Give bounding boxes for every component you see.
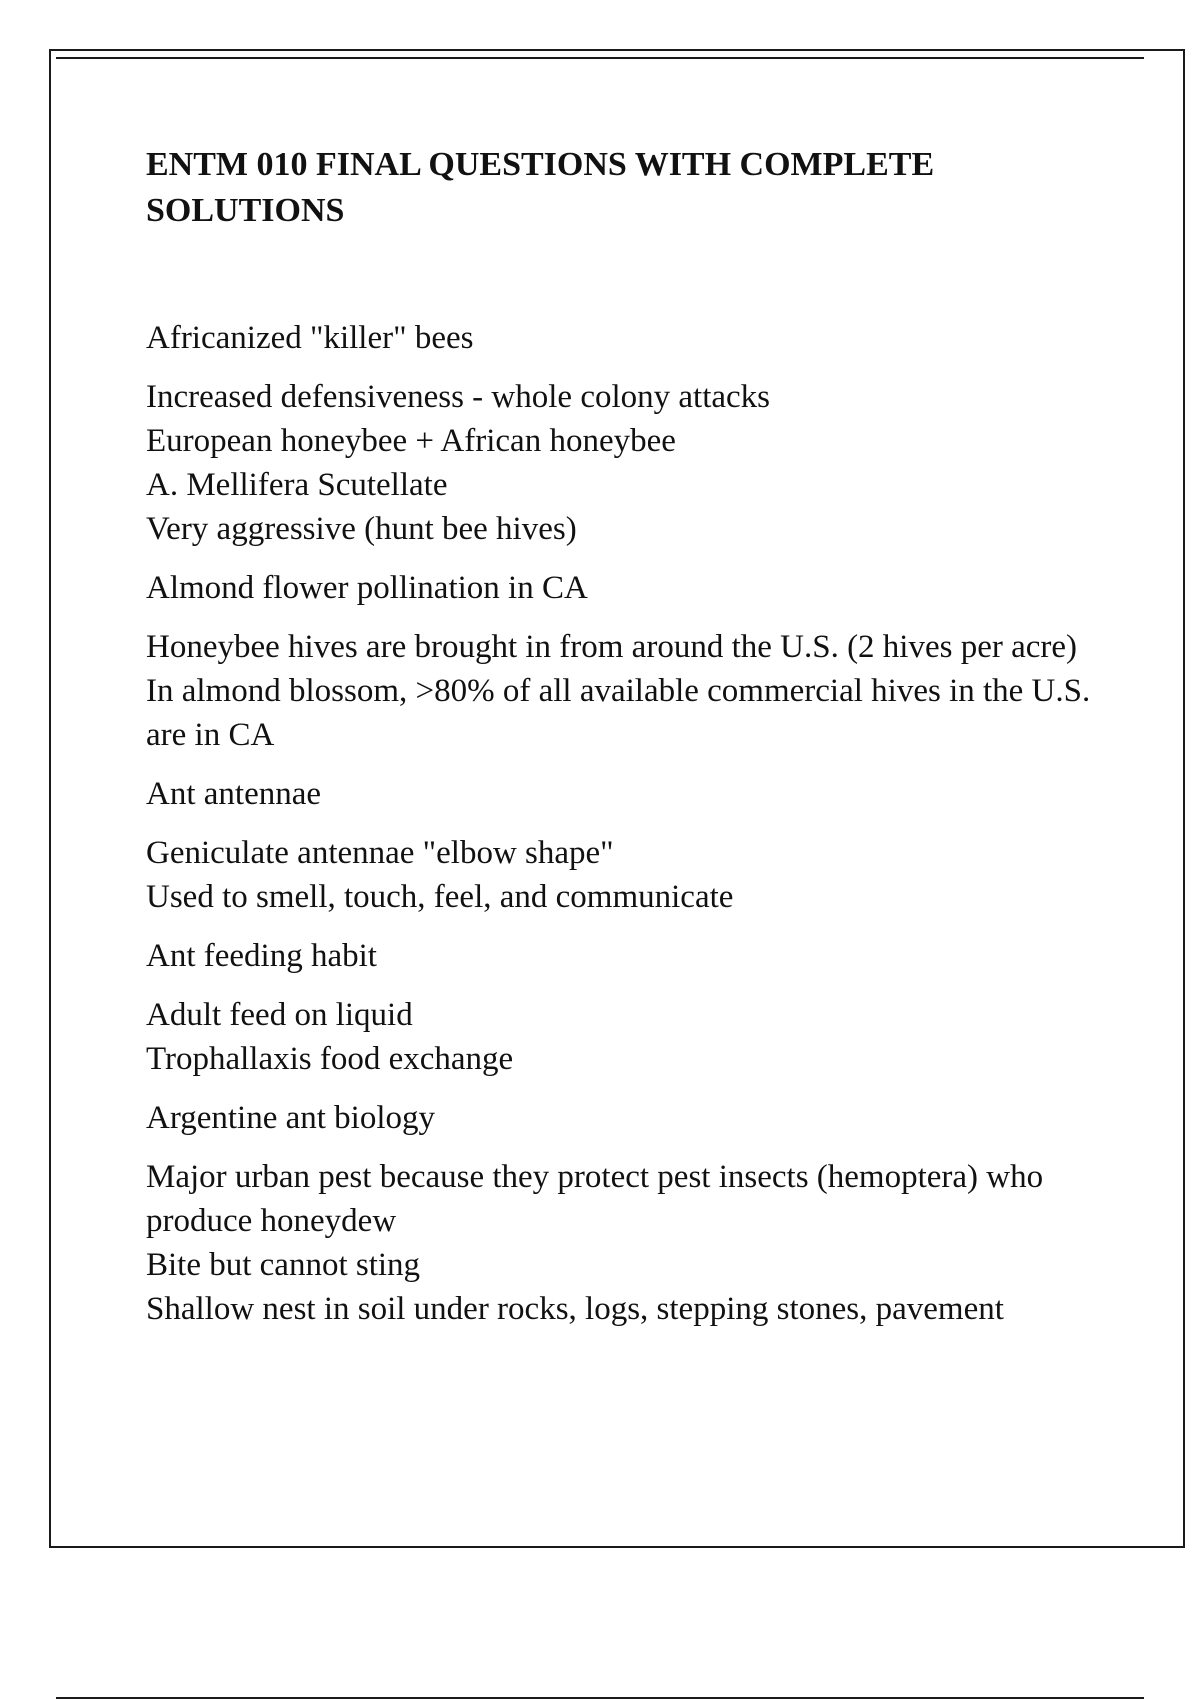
question-term: Africanized "killer" bees (146, 320, 474, 356)
answer-line: Honeybee hives are brought in from around the U.S. (2 hives per acre) (146, 629, 1078, 665)
qa-card (146, 772, 1106, 919)
question-term: Almond flower pollination in CA (146, 570, 588, 606)
answer-block (146, 625, 1106, 757)
answer-line: Major urban pest because they protect pest insects (hemoptera) who produce honeydew (146, 1159, 1044, 1239)
answer-line: Very aggressive (hunt bee hives) (146, 511, 577, 547)
question-term: Ant feeding habit (146, 938, 377, 974)
answer-line: Shallow nest in soil under rocks, logs, stepping stones, pavement (146, 1291, 1004, 1327)
qa-card (146, 934, 1106, 1081)
qa-card (146, 1096, 1106, 1331)
qa-card (146, 316, 1106, 551)
answer-block (146, 831, 1106, 919)
answer-line: European honeybee + African honeybee (146, 423, 676, 459)
bottom-divider (56, 1697, 1144, 1699)
document-title: ENTM 010 FINAL QUESTIONS WITH COMPLETE SOLUTIONS (146, 146, 935, 229)
answer-line: Increased defensiveness - whole colony attacks (146, 379, 771, 415)
answer-block (146, 375, 1106, 551)
question-term: Argentine ant biology (146, 1100, 436, 1136)
question-term: Ant antennae (146, 776, 322, 812)
top-divider (56, 57, 1144, 59)
answer-line: Trophallaxis food exchange (146, 1041, 514, 1077)
answer-line: Geniculate antennae "elbow shape" (146, 835, 614, 871)
answer-line: A. Mellifera Scutellate (146, 467, 448, 503)
answer-line: In almond blossom, >80% of all available commercial hives in the U.S. are in CA (146, 673, 1091, 753)
answer-block (146, 1155, 1106, 1331)
answer-line: Used to smell, touch, feel, and communicate (146, 879, 734, 915)
answer-line: Bite but cannot sting (146, 1247, 421, 1283)
document-content (146, 142, 1106, 1346)
qa-card (146, 566, 1106, 757)
answer-block (146, 993, 1106, 1081)
answer-line: Adult feed on liquid (146, 997, 413, 1033)
